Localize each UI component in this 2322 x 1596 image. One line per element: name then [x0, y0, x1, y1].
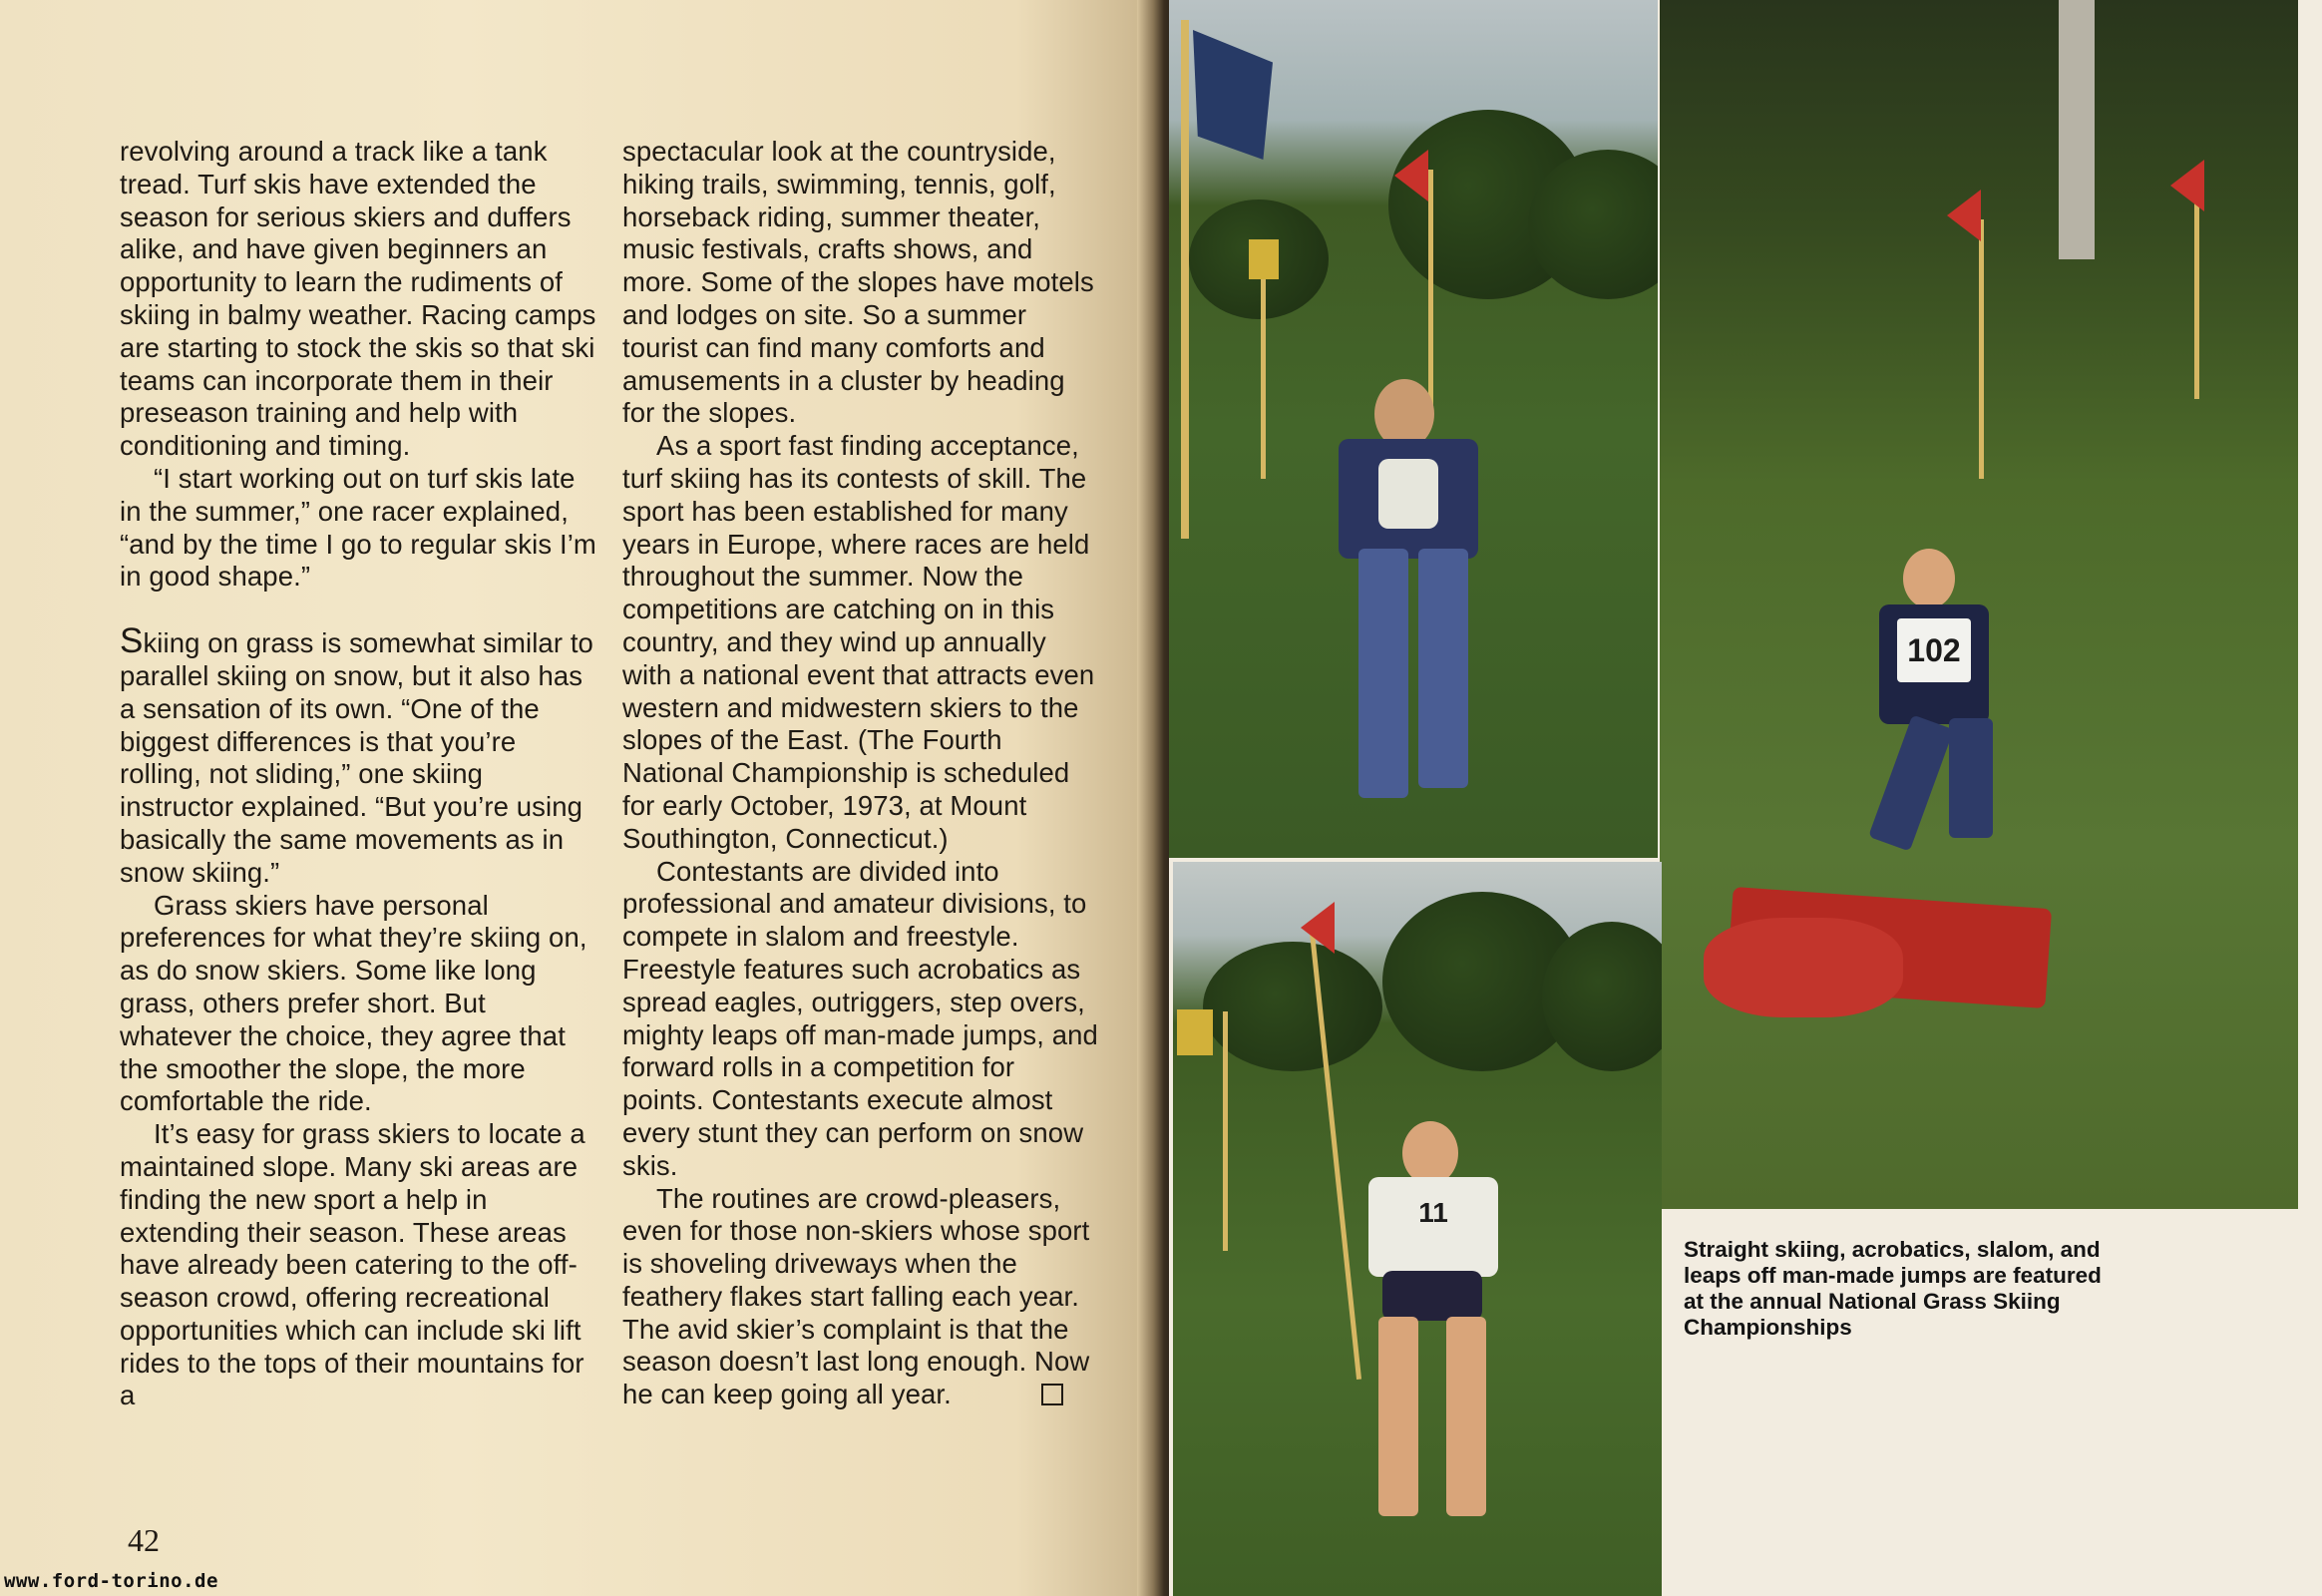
- photo-skier-long-hair: [1169, 0, 1658, 858]
- flag-pole: [1223, 1011, 1228, 1251]
- blue-flag-icon: [1193, 30, 1273, 160]
- skier-leg: [1418, 549, 1468, 788]
- skier-figure: [1279, 379, 1558, 838]
- paragraph: revolving around a track like a tank tread. Turf skis have extended the season for serious skiers and duffers alike, and have given beginners an opportunity to learn the rudiments of skiing in balmy weather. Racing camps are starting to stock the skis so that ski teams can incorporate them in their preseason training and help with conditioning and timing.: [120, 136, 596, 462]
- watermark: www.ford-torino.de: [4, 1570, 218, 1592]
- tree: [1203, 942, 1382, 1071]
- skier-head: [1903, 549, 1955, 608]
- flag-pole: [1979, 219, 1984, 479]
- red-flag-icon: [1394, 150, 1428, 201]
- skier-figure: [1819, 549, 2059, 868]
- text-column-2: [622, 136, 1101, 1411]
- skier-head: [1402, 1121, 1458, 1185]
- paragraph: Grass skiers have personal preferences for what they’re skiing on, as do snow skiers. Some like long grass, others prefer short. But whatever the choice, they agree that the smoother the slope, the more comfortable the ride.: [120, 889, 587, 1117]
- yellow-flag-icon: [1249, 239, 1279, 279]
- yellow-flag-icon: [1177, 1009, 1213, 1055]
- ramp-roll: [1704, 918, 1903, 1017]
- skier-leg: [1358, 549, 1408, 798]
- flag-pole: [1181, 20, 1189, 539]
- paragraph: Contestants are divided into professional and amateur divisions, to compete in slalom and freestyle. Freestyle features such acrobatics as spread eagles, outriggers, step overs, mighty leaps off man-made jumps, and forward rolls in a competition for points. Contestants execute almost every stunt they can perform on snow skis.: [622, 855, 1098, 1181]
- paragraph: spectacular look at the countryside, hiking trails, swimming, tennis, golf, horseback riding, summer theater, music festivals, crafts shows, and more. Some of the slopes have motels and lodges on site. So a summer tourist can find many comforts and amusements in a cluster by heading for the slopes.: [622, 136, 1094, 429]
- photo-caption: Straight skiing, acrobatics, slalom, and leaps off man-made jumps are featured at the annual National Grass Skiing Championships: [1684, 1237, 2102, 1340]
- red-flag-icon: [1947, 190, 1981, 241]
- book-gutter: [1137, 0, 1173, 1596]
- paragraph-final: [622, 1183, 1101, 1412]
- paragraph: It’s easy for grass skiers to locate a maintained slope. Many ski areas are finding the new sport a help in extending their season. These areas have already been catering to the off-season crowd, offering recreational opportunities which can include ski lift rides to the tops of their mountains for a: [120, 1118, 585, 1411]
- paragraph: “I start working out on turf skis late in the summer,” one racer explained, “and by the time I go to regular skis I’m in good shape.”: [120, 462, 596, 593]
- page-number: 42: [128, 1522, 160, 1558]
- red-flag-icon: [1301, 902, 1335, 954]
- skier-figure: [1323, 1121, 1542, 1550]
- paragraph-section-start: [120, 621, 596, 889]
- bib-number: 102: [1897, 618, 1971, 682]
- paragraph: As a sport fast finding acceptance, turf skiing has its contests of skill. The sport has been established for many years in Europe, where races are held throughout the summer. Now the competitions are catching on in this country, and they wind up annually with a national event that attracts even western and midwestern skiers to the slopes of the East. (The Fourth National Championship is scheduled for early October, 1973, at Mount Southington, Connecticut.): [622, 430, 1095, 854]
- skier-leg: [1868, 714, 1954, 851]
- skier-leg: [1446, 1317, 1486, 1516]
- skier-shorts: [1382, 1271, 1482, 1321]
- red-flag-icon: [2170, 160, 2204, 211]
- skier-shirt: [1378, 459, 1438, 529]
- photo-skier-102-jump: [1660, 0, 2298, 1209]
- text-column-1: [120, 136, 596, 1412]
- bib-number: 11: [1418, 1197, 1448, 1228]
- skier-leg: [1949, 718, 1993, 838]
- skier-leg: [1378, 1317, 1418, 1516]
- paragraph-text: kiing on grass is somewhat similar to parallel skiing on snow, but it also has a sensation of its own. “One of the biggest differences is that you’re rolling, not sliding,” one skiing instructor explained. “But you’re using basically the same movements as in snow skiing.”: [120, 627, 593, 888]
- flag-pole: [1428, 170, 1433, 409]
- photo-skier-slalom: [1173, 862, 1662, 1596]
- paragraph-text: The routines are crowd-pleasers, even for those non-skiers whose sport is shoveling driveways when the feathery flakes start falling each year. The avid skier’s complaint is that the season doesn’t last long enough. Now he can keep going all year.: [622, 1182, 1090, 1410]
- right-page: [1169, 0, 2322, 1596]
- lift-pole: [2059, 0, 2095, 259]
- flag-pole: [2194, 180, 2199, 399]
- drop-cap: S: [120, 621, 144, 661]
- left-page: [0, 0, 1155, 1596]
- end-mark-icon: [1041, 1384, 1063, 1405]
